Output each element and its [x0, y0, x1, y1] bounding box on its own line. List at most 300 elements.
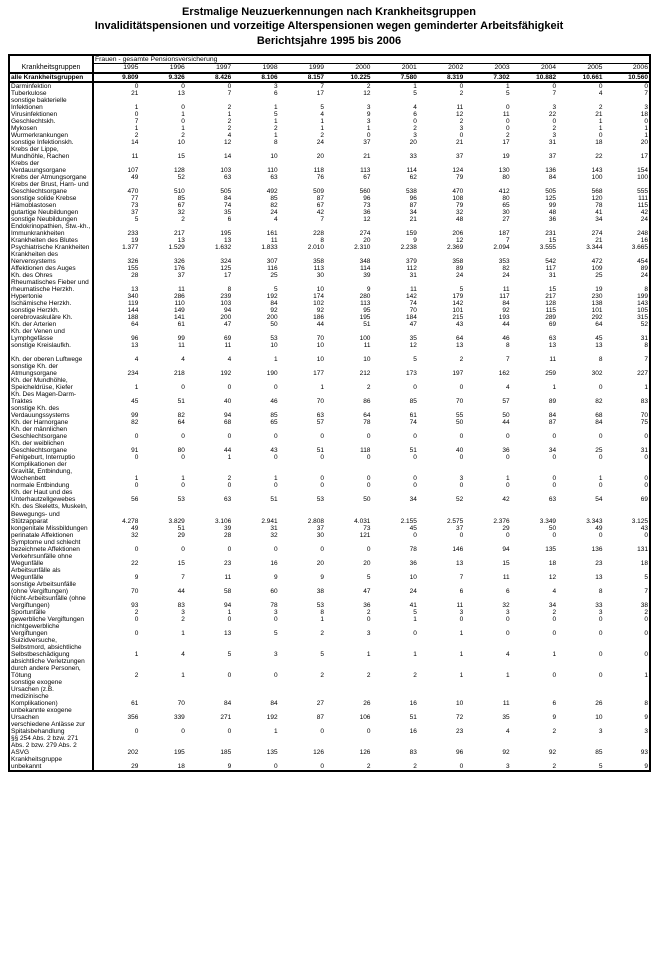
cell-value: 1 — [644, 131, 648, 139]
cell-value: 44 — [502, 321, 510, 329]
cell-value: 192 — [220, 370, 232, 378]
cell-value: 11 — [502, 110, 510, 118]
row-label: Wurmerkrankungen — [9, 132, 93, 139]
cell-value: 45 — [131, 398, 139, 406]
table-row — [9, 461, 650, 482]
cell-value: 85 — [409, 398, 417, 406]
cell-value: 6 — [459, 587, 464, 595]
cell-value: 202 — [127, 749, 139, 757]
row-label: Krebs der Verdauungsorgane — [9, 160, 93, 174]
cell-value: 0 — [413, 433, 417, 441]
cell-value: 11 — [502, 699, 510, 707]
row-label: Affektionen des Auges — [9, 265, 93, 272]
cell-value: 2.941 — [261, 517, 278, 525]
table-row — [9, 97, 650, 111]
cell-value: 117 — [499, 293, 510, 301]
cell-value: 13 — [131, 286, 139, 294]
cell-value — [139, 349, 185, 356]
cell-value: 1 — [320, 384, 325, 392]
cell-value: 2.094 — [493, 243, 510, 251]
cell-value: 1 — [506, 82, 510, 90]
cell-value: 154 — [637, 166, 648, 174]
cell-value: 13 — [223, 629, 232, 637]
cell-value: 3 — [274, 82, 278, 90]
cell-value: 18 — [595, 138, 603, 146]
cell-value: 26 — [595, 699, 603, 707]
cell-value: 1 — [181, 671, 185, 679]
cell-value: 1 — [227, 608, 232, 616]
cell-value: 17 — [316, 89, 325, 97]
cell-value: 3 — [598, 727, 603, 735]
cell-value: 4.278 — [122, 517, 139, 525]
cell-value: 2 — [552, 608, 557, 616]
cell-value: 505 — [545, 187, 557, 195]
cell-value: 0 — [598, 629, 603, 637]
cell-value: 0 — [320, 433, 325, 441]
cell-value: 46 — [270, 398, 278, 406]
cell-value: 24 — [270, 208, 278, 216]
cell-value: 120 — [591, 194, 603, 202]
cell-value: 70 — [409, 307, 417, 315]
cell-value: 21 — [131, 89, 139, 97]
table-row — [9, 658, 650, 679]
cell-value: 3.665 — [631, 243, 648, 251]
cell-value: 8 — [598, 356, 603, 364]
cell-value: 0 — [598, 482, 603, 490]
cell-value: 31 — [270, 524, 278, 532]
cell-value: 40 — [223, 398, 232, 406]
cell-value: 0 — [459, 482, 464, 490]
cell-value: 65 — [270, 419, 278, 427]
row-label: sonstige bakterielle Infektionen — [9, 97, 93, 111]
cell-value: 49 — [131, 524, 139, 532]
cell-value: 32 — [177, 208, 185, 216]
cell-value: 248 — [637, 229, 648, 237]
cell-value: 9 — [552, 713, 557, 721]
cell-value: 0 — [598, 650, 603, 658]
row-label: Psychiatrische Krankheiten — [9, 244, 93, 251]
row-label: Sportunfälle — [9, 609, 93, 616]
cell-value: 1 — [274, 117, 278, 125]
cell-value: 2 — [134, 608, 139, 616]
cell-value: 31 — [640, 335, 648, 343]
cell-value: 0 — [227, 727, 232, 735]
cell-value: 206 — [452, 229, 464, 237]
cell-value: 7 — [644, 89, 648, 97]
cell-value: 0 — [552, 117, 557, 125]
cell-value: 3 — [274, 650, 278, 658]
cell-value: 115 — [545, 307, 557, 315]
cell-value: 1 — [134, 384, 139, 392]
cell-value: 0 — [134, 110, 139, 118]
cell-value: 8 — [598, 587, 603, 595]
cell-value: 8 — [227, 286, 232, 294]
table-row — [9, 419, 650, 426]
cell-value: 70 — [131, 587, 139, 595]
cell-value: 94 — [223, 601, 232, 609]
cell-value: 3 — [181, 608, 185, 616]
row-label: Darminfektion — [9, 82, 93, 90]
cell-value: 47 — [409, 321, 417, 329]
row-label: sonstige Infektionskh. — [9, 139, 93, 146]
cell-value: 5 — [320, 650, 325, 658]
cell-value: 94 — [223, 412, 232, 420]
cell-value: 6 — [506, 587, 510, 595]
cell-value: 1 — [459, 671, 464, 679]
cell-value: 27 — [316, 699, 325, 707]
row-label: sonstige Kh. des Verdauungssystems — [9, 405, 93, 419]
cell-value: 70 — [456, 398, 464, 406]
table-row — [9, 363, 650, 377]
table-row — [9, 111, 650, 118]
cell-value: 15 — [177, 152, 185, 160]
cell-value: 61 — [131, 699, 139, 707]
cell-value: 8 — [274, 138, 278, 146]
cell-value: 30 — [502, 208, 510, 216]
cell-value: 0 — [459, 454, 464, 462]
cell-value: 0 — [181, 482, 185, 490]
cell-value: 50 — [270, 321, 278, 329]
cell-value: 19 — [131, 236, 139, 244]
cell-value: 1.833 — [261, 243, 278, 251]
row-label: §§ 254 Abs. 2 bzw. 271 Abs. 2 bzw. 279 Abs. 2 ASVG — [9, 735, 93, 756]
cell-value: 95 — [363, 307, 371, 315]
cell-value: 13 — [177, 89, 185, 97]
cell-value: 70 — [177, 699, 185, 707]
cell-value: 568 — [591, 187, 603, 195]
cell-value: 69 — [640, 496, 648, 504]
cell-value: 26 — [363, 699, 371, 707]
cell-value: 0 — [459, 82, 464, 90]
cell-value: 19 — [595, 286, 603, 294]
cell-value: 2 — [366, 608, 371, 616]
cell-value: 50 — [456, 419, 464, 427]
row-label: Krebs der Atmungsorgane — [9, 174, 93, 181]
cell-value: 2 — [320, 131, 325, 139]
table-row — [9, 489, 650, 503]
cell-value: 38 — [316, 587, 325, 595]
cell-value: 100 — [359, 335, 371, 343]
cell-value: 16 — [640, 236, 648, 244]
cell-value: 11 — [502, 286, 510, 294]
cell-value: 0 — [552, 482, 557, 490]
year-column-header: 2006 — [603, 64, 650, 73]
year-column-header: 2003 — [464, 64, 510, 73]
cell-value: 60 — [270, 587, 278, 595]
cell-value: 13 — [456, 342, 464, 350]
cell-value: 3 — [506, 608, 510, 616]
row-label: Kh. der oberen Luftwege — [9, 356, 93, 363]
cell-value: 117 — [545, 264, 557, 272]
cell-value: 8 — [644, 342, 648, 350]
row-label: Krankheiten des Nervensystems — [9, 251, 93, 265]
cell-value: 2 — [227, 117, 232, 125]
cell-value — [603, 349, 650, 356]
cell-value: 13 — [223, 236, 232, 244]
group-header-row — [9, 55, 650, 64]
cell-value: 51 — [270, 496, 278, 504]
table-row — [9, 637, 650, 658]
cell-value: 184 — [405, 314, 417, 322]
cell-value: 23 — [595, 559, 603, 567]
cell-value: 0 — [506, 615, 510, 623]
cell-value: 28 — [223, 531, 232, 539]
cell-value: 25 — [595, 447, 603, 455]
cell-value: 1 — [644, 384, 648, 392]
row-label: Kh. der männlichen Geschlechtsorgane — [9, 426, 93, 440]
cell-value: 1 — [366, 650, 371, 658]
row-label: sonstige Herzkh. — [9, 307, 93, 314]
cell-value: 5 — [274, 110, 278, 118]
table-row — [9, 525, 650, 532]
table-row — [9, 202, 650, 209]
cell-value: 348 — [359, 257, 371, 265]
cell-value: 0 — [413, 117, 417, 125]
cell-value: 25 — [595, 271, 603, 279]
row-label: Arbeitsunfälle als Wegunfälle — [9, 567, 93, 581]
cell-value: 1 — [274, 103, 278, 111]
table-row — [9, 735, 650, 756]
cell-value: 38 — [640, 601, 648, 609]
cell-value: 12 — [456, 236, 464, 244]
cell-value: 35 — [502, 713, 510, 721]
cell-value: 5 — [413, 608, 417, 616]
cell-value: 227 — [637, 370, 648, 378]
cell-value — [232, 349, 278, 356]
row-label: kongenitale Missbildungen — [9, 525, 93, 532]
cell-value: 10 — [363, 356, 371, 364]
cell-value: 68 — [595, 412, 603, 420]
cell-value: 114 — [360, 264, 371, 272]
cell-value: 51 — [363, 321, 371, 329]
year-column-header: 1999 — [279, 64, 325, 73]
cell-value: 41 — [409, 601, 417, 609]
cell-value: 126 — [313, 749, 325, 757]
cell-value: 200 — [266, 314, 278, 322]
row-label: absichtliche Verletzungen durch andere Personen, Tötung — [9, 658, 93, 679]
cell-value: 0 — [644, 615, 648, 623]
corner-header: Krankheitsgruppen — [9, 55, 93, 73]
cell-value: 9.326 — [139, 73, 185, 82]
cell-value: 1 — [413, 650, 417, 658]
cell-value: 2 — [320, 671, 325, 679]
cell-value: 72 — [456, 713, 464, 721]
cell-value: 34 — [595, 215, 603, 223]
cell-value: 2.010 — [307, 243, 325, 251]
cell-value: 3 — [274, 608, 278, 616]
cell-value: 1 — [320, 117, 325, 125]
table-row — [9, 426, 650, 440]
cell-value: 7 — [320, 82, 325, 90]
cell-value: 63 — [223, 173, 232, 181]
cell-value: 52 — [177, 173, 185, 181]
cell-value: 1 — [506, 475, 510, 483]
cell-value: 2 — [134, 671, 139, 679]
cell-value: 0 — [413, 629, 417, 637]
cell-value: 13 — [456, 559, 464, 567]
cell-value: 1 — [134, 650, 139, 658]
cell-value: 0 — [506, 433, 510, 441]
cell-value: 39 — [223, 524, 232, 532]
year-column-header: 1997 — [186, 64, 232, 73]
cell-value: 10 — [316, 356, 325, 364]
cell-value: 64 — [363, 412, 371, 420]
cell-value: 44 — [502, 419, 510, 427]
cell-value: 0 — [598, 433, 603, 441]
cell-value: 0 — [413, 475, 417, 483]
cell-value: 0 — [134, 629, 139, 637]
cell-value: 84 — [270, 699, 278, 707]
cell-value: 4 — [320, 110, 325, 118]
cell-value: 33 — [595, 601, 603, 609]
cell-value: 0 — [413, 454, 417, 462]
cell-value: 0 — [366, 475, 371, 483]
cell-value: 190 — [266, 370, 278, 378]
cell-value: 53 — [270, 335, 278, 343]
cell-value: 492 — [266, 187, 278, 195]
cell-value: 47 — [223, 321, 232, 329]
cell-value: 2 — [134, 131, 139, 139]
cell-value: 3.349 — [539, 517, 557, 525]
table-row — [9, 756, 650, 771]
cell-value: 37 — [131, 208, 139, 216]
row-label: Virusinfektionen — [9, 111, 93, 118]
cell-value: 85 — [595, 749, 603, 757]
cell-value: 85 — [270, 194, 278, 202]
cell-value: 0 — [227, 482, 232, 490]
row-label: cerebrovaskuläre Kh. — [9, 314, 93, 321]
cell-value: 96 — [363, 194, 371, 202]
cell-value: 79 — [456, 201, 464, 209]
cell-value: 259 — [545, 370, 557, 378]
cell-value: 0 — [134, 615, 139, 623]
cell-value: 19 — [502, 152, 510, 160]
cell-value: 5 — [320, 103, 325, 111]
cell-value: 85 — [177, 194, 185, 202]
cell-value: 197 — [452, 370, 464, 378]
cell-value: 91 — [131, 447, 139, 455]
cell-value: 142 — [405, 293, 417, 301]
cell-value: 149 — [173, 307, 185, 315]
row-label: Hämoblastosen — [9, 202, 93, 209]
cell-value: 110 — [267, 166, 278, 174]
cell-value: 125 — [545, 194, 557, 202]
cell-value: 1 — [644, 124, 648, 132]
row-label: verschiedene Anlässe zur Spitalsbehandlung — [9, 721, 93, 735]
cell-value: 8.157 — [279, 73, 325, 82]
table-row — [9, 139, 650, 146]
cell-value: 358 — [452, 257, 464, 265]
cell-value: 112 — [406, 264, 417, 272]
cell-value: 94 — [223, 307, 232, 315]
cell-value: 82 — [270, 201, 278, 209]
cell-value: 2 — [552, 727, 557, 735]
cell-value: 22 — [131, 559, 139, 567]
cell-value: 9 — [366, 286, 371, 294]
cell-value: 115 — [637, 201, 648, 209]
cell-value: 4 — [413, 103, 417, 111]
year-column-header: 2001 — [371, 64, 417, 73]
row-label: gutartige Neubildungen — [9, 209, 93, 216]
cell-value: 3.344 — [586, 243, 603, 251]
cell-value: 22 — [548, 110, 557, 118]
cell-value: 22 — [595, 152, 603, 160]
cell-value: 0 — [598, 454, 603, 462]
cell-value: 2 — [552, 124, 557, 132]
cell-value: 162 — [498, 370, 510, 378]
cell-value: 37 — [316, 524, 325, 532]
cell-value: 74 — [223, 201, 232, 209]
cell-value: 61 — [177, 321, 185, 329]
cell-value: 63 — [270, 173, 278, 181]
row-label: Suizidversuche, Selbstmord, absichtliche Selbstbeschädigung — [9, 637, 93, 658]
cell-value: 1 — [598, 124, 603, 132]
table-row — [9, 307, 650, 314]
cell-value: 62 — [409, 173, 417, 181]
cell-value: 78 — [270, 601, 278, 609]
cell-value: 2 — [413, 124, 417, 132]
cell-value: 138 — [591, 300, 603, 308]
row-label: Endokrinopathien, Stw.-kh., Immunkrankheiten — [9, 223, 93, 237]
cell-value: 46 — [502, 335, 510, 343]
cell-value: 1 — [274, 727, 278, 735]
cell-value: 1 — [320, 615, 325, 623]
cell-value: 24 — [456, 271, 464, 279]
cell-value: 16 — [270, 559, 278, 567]
table-row — [9, 209, 650, 216]
table-row — [9, 707, 650, 721]
cell-value: 146 — [452, 545, 464, 553]
cell-value: 135 — [545, 545, 557, 553]
cell-value: 11 — [456, 103, 464, 111]
year-column-header: 1998 — [232, 64, 278, 73]
cell-value: 7.302 — [464, 73, 510, 82]
cell-value: 31 — [548, 271, 557, 279]
cell-value: 542 — [545, 257, 557, 265]
cell-value: 234 — [127, 370, 139, 378]
cell-value: 2 — [227, 475, 232, 483]
cell-value: 4 — [134, 356, 139, 364]
table-row — [9, 223, 650, 237]
cell-value: 307 — [266, 257, 278, 265]
cell-value: 124 — [452, 166, 464, 174]
cell-value: 1.377 — [122, 243, 139, 251]
cell-value: 0 — [459, 615, 464, 623]
cell-value: 10 — [316, 342, 325, 350]
title-line-1: Erstmalige Neuzuerkennungen nach Krankheitsgruppen — [181, 6, 476, 18]
cell-value: 0 — [134, 82, 139, 90]
cell-value: 2 — [552, 763, 557, 771]
table-row — [9, 321, 650, 328]
cell-value: 119 — [128, 300, 139, 308]
cell-value: 69 — [548, 321, 557, 329]
cell-value: 1 — [274, 356, 278, 364]
cell-value: 87 — [548, 419, 557, 427]
cell-value: 96 — [409, 194, 417, 202]
cell-value: 113 — [313, 264, 325, 272]
cell-value: 83 — [640, 398, 648, 406]
cell-value: 271 — [220, 713, 232, 721]
cell-value: 32 — [456, 208, 464, 216]
cell-value: 126 — [359, 749, 371, 757]
cell-value: 43 — [640, 524, 648, 532]
cell-value: 0 — [274, 545, 278, 553]
cell-value: 0 — [644, 531, 648, 539]
cell-value: 11 — [363, 342, 371, 350]
cell-value: 92 — [316, 307, 325, 315]
cell-value: 509 — [313, 187, 325, 195]
cell-value: 64 — [456, 335, 464, 343]
